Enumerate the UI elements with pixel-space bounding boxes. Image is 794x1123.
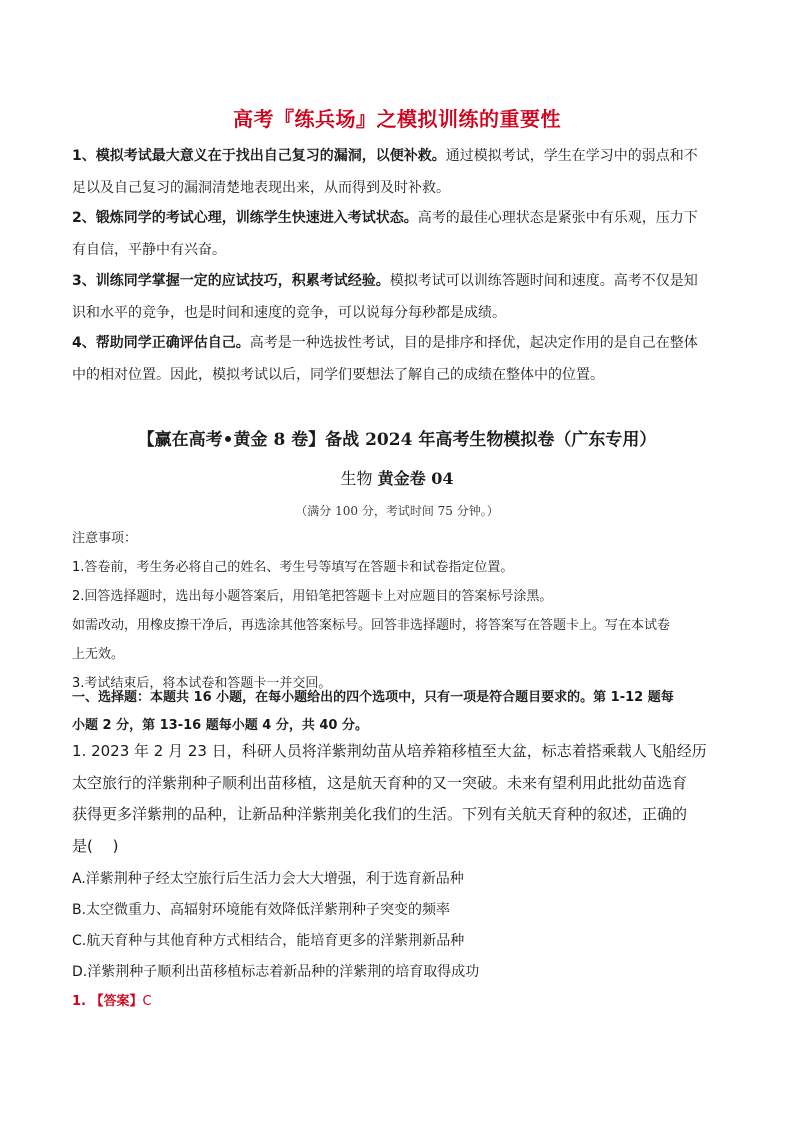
answer-value: C — [142, 994, 152, 1009]
exam-subject-line — [0, 466, 794, 489]
intro-item-4-text: 高考是一种选拔性考试，目的是排序和择优，起决定作用的是自己在整体 — [249, 335, 698, 351]
intro-item-3-bold: 3、训练同学掌握一定的应试技巧，积累考试经验。 — [72, 273, 390, 289]
question-1-stem — [72, 736, 732, 862]
question-1-line-1: 1. 2023 年 2 月 23 日，科研人员将洋紫荆幼苗从培养箱移植至大盆，标志着搭乘载人飞船经历 — [72, 742, 707, 760]
intro-item-1-text: 通过模拟考试，学生在学习中的弱点和不 — [445, 148, 698, 164]
intro-item-4-bold: 4、帮助同学正确评估自己。 — [72, 335, 250, 351]
intro-item-1-bold: 1、模拟考试最大意义在于找出自己复习的漏洞，以便补救。 — [72, 148, 446, 164]
question-1-options — [72, 864, 732, 988]
exam-paper: 黄金卷 04 — [377, 469, 454, 488]
intro-item-4 — [72, 327, 732, 391]
intro-item-4-text-cont: 中的相对位置。因此，模拟考试以后，同学们要想法了解自己的成绩在整体中的位置。 — [72, 367, 604, 383]
notes-heading: 注意事项： — [72, 531, 138, 546]
intro-item-2-text-cont: 有自信，平静中有兴奋。 — [72, 242, 226, 258]
section-1-instructions — [72, 684, 732, 740]
intro-item-2-text: 高考的最佳心理状态是紧张中有乐观，压力下 — [417, 210, 698, 226]
intro-item-3-text: 模拟考试可以训练答题时间和速度。高考不仅是知 — [389, 273, 698, 289]
intro-item-1 — [72, 140, 732, 204]
note-1: 1.答卷前，考生务必将自己的姓名、考生号等填写在答题卡和试卷指定位置。 — [72, 560, 514, 575]
option-b: B.太空微重力、高辐射环境能有效降低洋紫荆种子突变的频率 — [72, 902, 451, 918]
intro-item-2-bold: 2、锻炼同学的考试心理，训练学生快速进入考试状态。 — [72, 210, 418, 226]
note-2: 2.回答选择题时，选出每小题答案后，用铅笔把答题卡上对应题目的答案标号涂黑。 — [72, 589, 553, 604]
intro-item-2 — [72, 202, 732, 266]
question-1-line-2: 太空旅行的洋紫荆种子顺利出苗移植，这是航天育种的又一突破。未来有望利用此批幼苗选育 — [72, 773, 688, 792]
intro-title: 高考『练兵场』之模拟训练的重要性 — [233, 107, 561, 131]
intro-item-1-text-cont: 足以及自己复习的漏洞清楚地表现出来，从而得到及时补救。 — [72, 180, 450, 196]
answer-label: 1. 【答案】 — [72, 994, 143, 1009]
option-a: A.洋紫荆种子经太空旅行后生活力会大大增强，利于选育新品种 — [72, 871, 464, 887]
section-1-line-1: 一、选择题：本题共 16 小题，在每小题给出的四个选项中，只有一项是符合题目要求的。第 1-12 题每 — [72, 690, 674, 705]
note-2-cont-2: 上无效。 — [72, 647, 125, 662]
exam-subject: 生物 — [340, 469, 373, 488]
question-1-line-3: 获得更多洋紫荆的品种，让新品种洋紫荆美化我们的生活。下列有关航天育种的叙述，正确的 — [72, 805, 688, 823]
exam-series-title: 【赢在高考•黄金 8 卷】备战 2024 年高考生物模拟卷（广东专用） — [137, 430, 657, 450]
question-1-answer — [72, 990, 152, 1009]
option-d: D.洋紫荆种子顺利出苗移植标志着新品种的洋紫荆的培育取得成功 — [72, 964, 480, 980]
note-2-cont: 如需改动，用橡皮擦干净后，再选涂其他答案标号。回答非选择题时，将答案写在答题卡上。写在本试卷 — [72, 618, 671, 633]
intro-item-3 — [72, 265, 732, 329]
question-1-line-4: 是( ) — [72, 836, 119, 855]
section-1-line-2: 小题 2 分，第 13-16 题每小题 4 分，共 40 分。 — [72, 718, 368, 733]
intro-item-3-text-cont: 识和水平的竞争，也是时间和速度的竞争，可以说每分每秒都是成绩。 — [72, 305, 506, 321]
exam-score-info: （满分 100 分，考试时间 75 分钟。） — [295, 504, 499, 518]
option-c: C.航天育种与其他育种方式相结合，能培育更多的洋紫荆新品种 — [72, 933, 465, 949]
note-3: 3.考试结束后，将本试卷和答题卡一并交回。 — [72, 676, 332, 691]
notes-block — [72, 524, 732, 698]
